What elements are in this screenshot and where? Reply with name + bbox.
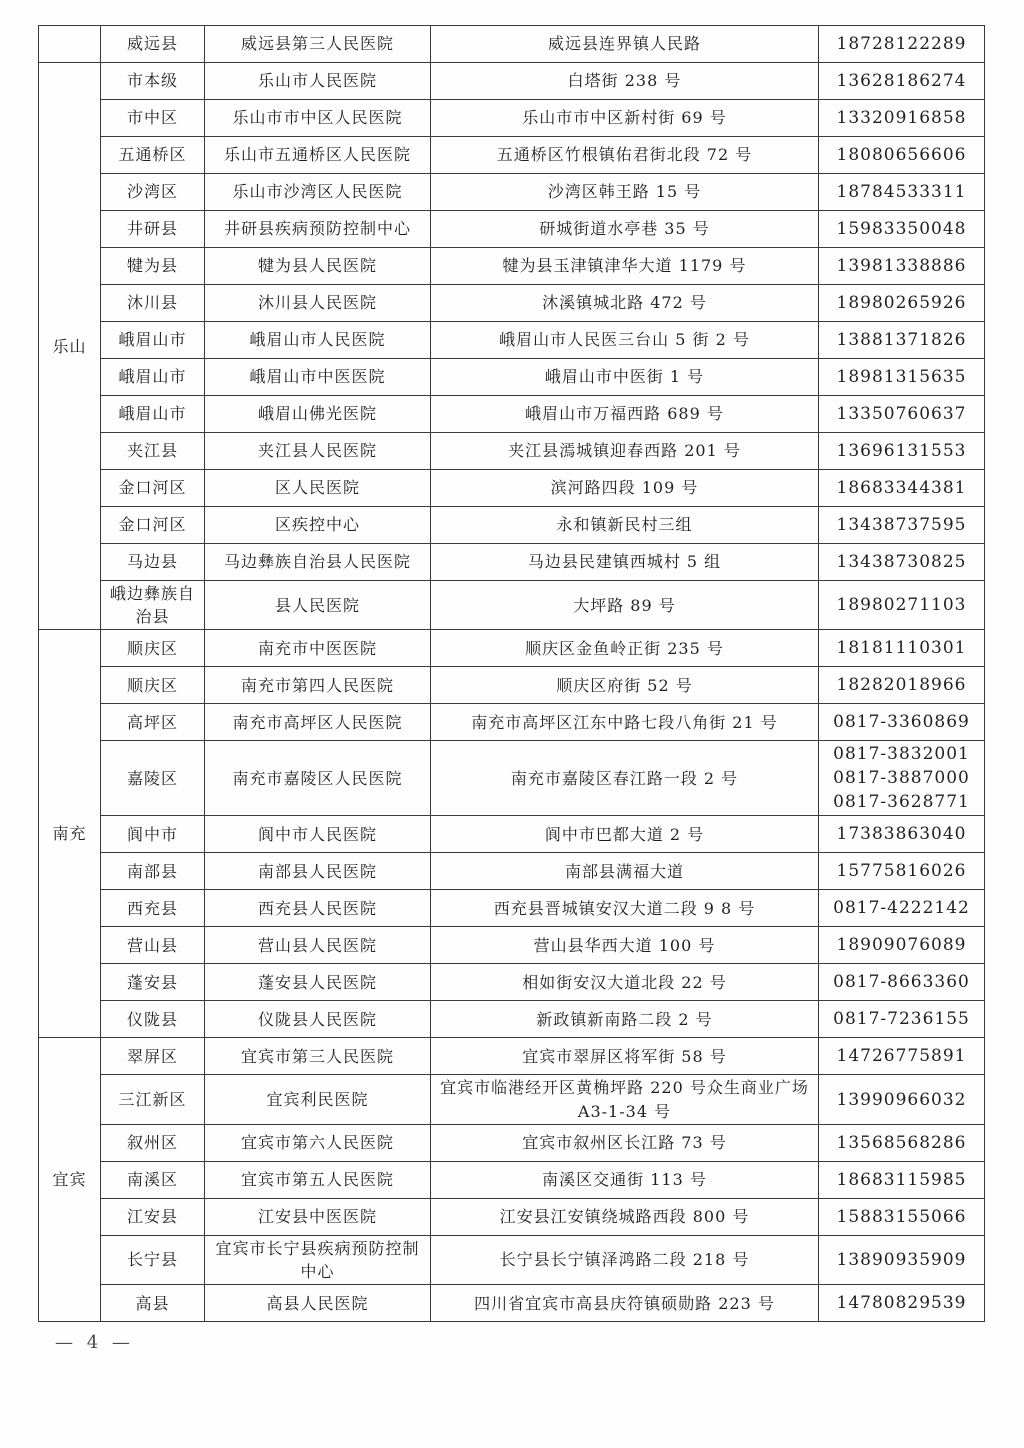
table-row bbox=[39, 1001, 985, 1038]
table-row bbox=[39, 63, 985, 100]
district-cell: 南溪区 bbox=[101, 1161, 205, 1198]
phone-number: 18980271103 bbox=[836, 595, 967, 616]
phone-cell bbox=[819, 248, 985, 285]
district-cell: 南部县 bbox=[101, 853, 205, 890]
phone-cell bbox=[819, 174, 985, 211]
address-cell: 宜宾市翠屏区将军街 58 号 bbox=[431, 1038, 819, 1075]
district-cell: 金口河区 bbox=[101, 507, 205, 544]
institution-cell: 夹江县人民医院 bbox=[205, 433, 431, 470]
address-cell: 江安县江安镇绕城路西段 800 号 bbox=[431, 1198, 819, 1235]
address-cell: 宜宾市临港经开区黄桷坪路 220 号众生商业广场 A3-1-34 号 bbox=[431, 1075, 819, 1124]
district-cell: 嘉陵区 bbox=[101, 741, 205, 816]
phone-cell bbox=[819, 964, 985, 1001]
table-row bbox=[39, 853, 985, 890]
institution-cell: 威远县第三人民医院 bbox=[205, 26, 431, 63]
district-cell: 犍为县 bbox=[101, 248, 205, 285]
phone-cell bbox=[819, 211, 985, 248]
address-cell: 马边县民建镇西城村 5 组 bbox=[431, 544, 819, 581]
table-row bbox=[39, 927, 985, 964]
phone-number: 13628186274 bbox=[836, 71, 967, 91]
phone-number: 13438730825 bbox=[836, 552, 967, 572]
phone-cell bbox=[819, 741, 985, 816]
phone-cell bbox=[819, 1038, 985, 1075]
district-cell: 峨眉山市 bbox=[101, 322, 205, 359]
address-cell: 沙湾区韩王路 15 号 bbox=[431, 174, 819, 211]
phone-number: 0817-8663360 bbox=[833, 972, 970, 993]
table-row bbox=[39, 470, 985, 507]
phone-number: 13881371826 bbox=[836, 330, 967, 350]
address-cell: 研城街道水亭巷 35 号 bbox=[431, 211, 819, 248]
institution-cell: 县人民医院 bbox=[205, 581, 431, 630]
table-row bbox=[39, 630, 985, 667]
address-cell: 峨眉山市万福西路 689 号 bbox=[431, 396, 819, 433]
district-cell: 顺庆区 bbox=[101, 630, 205, 667]
phone-cell bbox=[819, 667, 985, 704]
city-cell: 宜宾 bbox=[39, 1038, 101, 1322]
district-cell: 阆中市 bbox=[101, 816, 205, 853]
phone-cell bbox=[819, 1161, 985, 1198]
phone-number: 0817-3887000 bbox=[833, 768, 970, 789]
phone-number: 13696131553 bbox=[836, 441, 967, 461]
phone-cell bbox=[819, 1235, 985, 1284]
district-cell: 营山县 bbox=[101, 927, 205, 964]
address-cell: 五通桥区竹根镇佑君街北段 72 号 bbox=[431, 137, 819, 174]
institution-cell: 乐山市人民医院 bbox=[205, 63, 431, 100]
district-cell: 五通桥区 bbox=[101, 137, 205, 174]
phone-cell bbox=[819, 26, 985, 63]
phone-number: 18980265926 bbox=[836, 293, 967, 313]
institution-cell: 宜宾市第三人民医院 bbox=[205, 1038, 431, 1075]
institution-cell: 峨眉山佛光医院 bbox=[205, 396, 431, 433]
table-row bbox=[39, 544, 985, 581]
facility-table-body bbox=[39, 26, 985, 1322]
phone-cell bbox=[819, 1075, 985, 1124]
table-row bbox=[39, 1161, 985, 1198]
institution-cell: 乐山市市中区人民医院 bbox=[205, 100, 431, 137]
district-cell: 高坪区 bbox=[101, 704, 205, 741]
district-cell: 叙州区 bbox=[101, 1124, 205, 1161]
phone-number: 0817-4222142 bbox=[833, 898, 970, 919]
phone-number: 13890935909 bbox=[836, 1249, 967, 1270]
phone-cell bbox=[819, 853, 985, 890]
address-cell: 西充县晋城镇安汉大道二段 9 8 号 bbox=[431, 890, 819, 927]
table-row bbox=[39, 174, 985, 211]
phone-number: 18282018966 bbox=[836, 675, 967, 696]
address-cell: 夹江县漹城镇迎春西路 201 号 bbox=[431, 433, 819, 470]
table-row bbox=[39, 285, 985, 322]
city-cell: 乐山 bbox=[39, 63, 101, 630]
phone-number: 17383863040 bbox=[836, 824, 967, 845]
district-cell: 仪陇县 bbox=[101, 1001, 205, 1038]
district-cell: 沐川县 bbox=[101, 285, 205, 322]
phone-cell bbox=[819, 470, 985, 507]
phone-cell bbox=[819, 1124, 985, 1161]
table-row bbox=[39, 741, 985, 816]
address-cell: 阆中市巴都大道 2 号 bbox=[431, 816, 819, 853]
phone-cell bbox=[819, 581, 985, 630]
phone-cell bbox=[819, 1001, 985, 1038]
table-row bbox=[39, 1038, 985, 1075]
institution-cell: 沐川县人民医院 bbox=[205, 285, 431, 322]
institution-cell: 井研县疾病预防控制中心 bbox=[205, 211, 431, 248]
table-row bbox=[39, 1285, 985, 1322]
district-cell: 马边县 bbox=[101, 544, 205, 581]
phone-number: 18728122289 bbox=[836, 34, 967, 54]
institution-cell: 南充市第四人民医院 bbox=[205, 667, 431, 704]
address-cell: 沐溪镇城北路 472 号 bbox=[431, 285, 819, 322]
table-row bbox=[39, 507, 985, 544]
address-cell: 顺庆区府街 52 号 bbox=[431, 667, 819, 704]
institution-cell: 宜宾市长宁县疾病预防控制中心 bbox=[205, 1235, 431, 1284]
table-row bbox=[39, 396, 985, 433]
table-row bbox=[39, 433, 985, 470]
phone-number: 18909076089 bbox=[836, 935, 967, 956]
address-cell: 长宁县长宁镇泽鸿路二段 218 号 bbox=[431, 1235, 819, 1284]
phone-number: 15775816026 bbox=[836, 861, 967, 882]
phone-number: 13981338886 bbox=[836, 256, 967, 276]
phone-number: 0817-3360869 bbox=[833, 712, 970, 733]
phone-number: 18683344381 bbox=[836, 478, 967, 498]
address-cell: 相如街安汉大道北段 22 号 bbox=[431, 964, 819, 1001]
district-cell: 市中区 bbox=[101, 100, 205, 137]
table-row bbox=[39, 322, 985, 359]
city-cell: 南充 bbox=[39, 630, 101, 1038]
phone-number: 15983350048 bbox=[836, 219, 967, 239]
phone-number: 18784533311 bbox=[836, 182, 967, 202]
phone-number: 0817-7236155 bbox=[833, 1009, 970, 1030]
institution-cell: 营山县人民医院 bbox=[205, 927, 431, 964]
district-cell: 西充县 bbox=[101, 890, 205, 927]
district-cell: 威远县 bbox=[101, 26, 205, 63]
phone-cell bbox=[819, 433, 985, 470]
address-cell: 永和镇新民村三组 bbox=[431, 507, 819, 544]
phone-cell bbox=[819, 544, 985, 581]
district-cell: 金口河区 bbox=[101, 470, 205, 507]
phone-cell bbox=[819, 507, 985, 544]
address-cell: 乐山市市中区新村街 69 号 bbox=[431, 100, 819, 137]
institution-cell: 峨眉山市中医医院 bbox=[205, 359, 431, 396]
institution-cell: 区人民医院 bbox=[205, 470, 431, 507]
phone-number: 14780829539 bbox=[836, 1293, 967, 1314]
institution-cell: 南部县人民医院 bbox=[205, 853, 431, 890]
institution-cell: 南充市嘉陵区人民医院 bbox=[205, 741, 431, 816]
phone-number: 14726775891 bbox=[836, 1046, 967, 1067]
phone-number: 13350760637 bbox=[836, 404, 967, 424]
table-row bbox=[39, 248, 985, 285]
address-cell: 威远县连界镇人民路 bbox=[431, 26, 819, 63]
institution-cell: 蓬安县人民医院 bbox=[205, 964, 431, 1001]
table-row bbox=[39, 890, 985, 927]
phone-cell bbox=[819, 322, 985, 359]
address-cell: 南充市嘉陵区春江路一段 2 号 bbox=[431, 741, 819, 816]
phone-number: 13438737595 bbox=[836, 515, 967, 535]
address-cell: 四川省宜宾市高县庆符镇硕勋路 223 号 bbox=[431, 1285, 819, 1322]
phone-number: 13568568286 bbox=[836, 1132, 967, 1153]
phone-cell bbox=[819, 100, 985, 137]
district-cell: 市本级 bbox=[101, 63, 205, 100]
institution-cell: 江安县中医医院 bbox=[205, 1198, 431, 1235]
district-cell: 高县 bbox=[101, 1285, 205, 1322]
district-cell: 江安县 bbox=[101, 1198, 205, 1235]
table-row bbox=[39, 26, 985, 63]
phone-cell bbox=[819, 630, 985, 667]
district-cell: 顺庆区 bbox=[101, 667, 205, 704]
district-cell: 峨眉山市 bbox=[101, 396, 205, 433]
address-cell: 白塔街 238 号 bbox=[431, 63, 819, 100]
page-number: — 4 — bbox=[55, 1332, 134, 1353]
table-row bbox=[39, 581, 985, 630]
phone-number: 13320916858 bbox=[836, 108, 967, 128]
phone-number: 18683115985 bbox=[836, 1169, 967, 1190]
address-cell: 新政镇新南路二段 2 号 bbox=[431, 1001, 819, 1038]
district-cell: 翠屏区 bbox=[101, 1038, 205, 1075]
institution-cell: 宜宾市第六人民医院 bbox=[205, 1124, 431, 1161]
institution-cell: 乐山市沙湾区人民医院 bbox=[205, 174, 431, 211]
address-cell: 南充市高坪区江东中路七段八角街 21 号 bbox=[431, 704, 819, 741]
phone-cell bbox=[819, 1198, 985, 1235]
phone-cell bbox=[819, 285, 985, 322]
district-cell: 沙湾区 bbox=[101, 174, 205, 211]
phone-cell bbox=[819, 816, 985, 853]
phone-number: 0817-3628771 bbox=[833, 792, 970, 813]
table-row bbox=[39, 1235, 985, 1284]
table-row bbox=[39, 704, 985, 741]
institution-cell: 南充市高坪区人民医院 bbox=[205, 704, 431, 741]
table-row bbox=[39, 100, 985, 137]
phone-cell bbox=[819, 396, 985, 433]
address-cell: 峨眉山市人民医三台山 5 街 2 号 bbox=[431, 322, 819, 359]
table-row bbox=[39, 359, 985, 396]
table-row bbox=[39, 1075, 985, 1124]
address-cell: 南溪区交通街 113 号 bbox=[431, 1161, 819, 1198]
address-cell: 南部县满福大道 bbox=[431, 853, 819, 890]
district-cell: 三江新区 bbox=[101, 1075, 205, 1124]
institution-cell: 区疾控中心 bbox=[205, 507, 431, 544]
phone-cell bbox=[819, 359, 985, 396]
institution-cell: 高县人民医院 bbox=[205, 1285, 431, 1322]
institution-cell: 乐山市五通桥区人民医院 bbox=[205, 137, 431, 174]
phone-number: 15883155066 bbox=[836, 1206, 967, 1227]
institution-cell: 马边彝族自治县人民医院 bbox=[205, 544, 431, 581]
phone-cell bbox=[819, 63, 985, 100]
address-cell: 营山县华西大道 100 号 bbox=[431, 927, 819, 964]
table-row bbox=[39, 137, 985, 174]
phone-cell bbox=[819, 1285, 985, 1322]
facility-table bbox=[38, 25, 985, 1322]
district-cell: 夹江县 bbox=[101, 433, 205, 470]
district-cell: 峨眉山市 bbox=[101, 359, 205, 396]
phone-number: 13990966032 bbox=[836, 1089, 967, 1110]
phone-number: 0817-3832001 bbox=[833, 744, 970, 765]
district-cell: 蓬安县 bbox=[101, 964, 205, 1001]
institution-cell: 峨眉山市人民医院 bbox=[205, 322, 431, 359]
table-row bbox=[39, 667, 985, 704]
city-cell bbox=[39, 26, 101, 63]
phone-cell bbox=[819, 927, 985, 964]
phone-number: 18181110301 bbox=[836, 638, 967, 659]
institution-cell: 西充县人民医院 bbox=[205, 890, 431, 927]
district-cell: 井研县 bbox=[101, 211, 205, 248]
phone-cell bbox=[819, 137, 985, 174]
phone-number: 18080656606 bbox=[836, 145, 967, 165]
institution-cell: 南充市中医医院 bbox=[205, 630, 431, 667]
table-row bbox=[39, 816, 985, 853]
table-row bbox=[39, 211, 985, 248]
institution-cell: 仪陇县人民医院 bbox=[205, 1001, 431, 1038]
address-cell: 犍为县玉津镇津华大道 1179 号 bbox=[431, 248, 819, 285]
institution-cell: 阆中市人民医院 bbox=[205, 816, 431, 853]
address-cell: 大坪路 89 号 bbox=[431, 581, 819, 630]
phone-number: 18981315635 bbox=[836, 367, 967, 387]
address-cell: 顺庆区金鱼岭正街 235 号 bbox=[431, 630, 819, 667]
table-row bbox=[39, 1124, 985, 1161]
address-cell: 滨河路四段 109 号 bbox=[431, 470, 819, 507]
institution-cell: 宜宾利民医院 bbox=[205, 1075, 431, 1124]
address-cell: 峨眉山市中医街 1 号 bbox=[431, 359, 819, 396]
institution-cell: 宜宾市第五人民医院 bbox=[205, 1161, 431, 1198]
table-row bbox=[39, 1198, 985, 1235]
phone-cell bbox=[819, 704, 985, 741]
table-row bbox=[39, 964, 985, 1001]
address-cell: 宜宾市叙州区长江路 73 号 bbox=[431, 1124, 819, 1161]
institution-cell: 犍为县人民医院 bbox=[205, 248, 431, 285]
district-cell: 峨边彝族自治县 bbox=[101, 581, 205, 630]
phone-cell bbox=[819, 890, 985, 927]
district-cell: 长宁县 bbox=[101, 1235, 205, 1284]
